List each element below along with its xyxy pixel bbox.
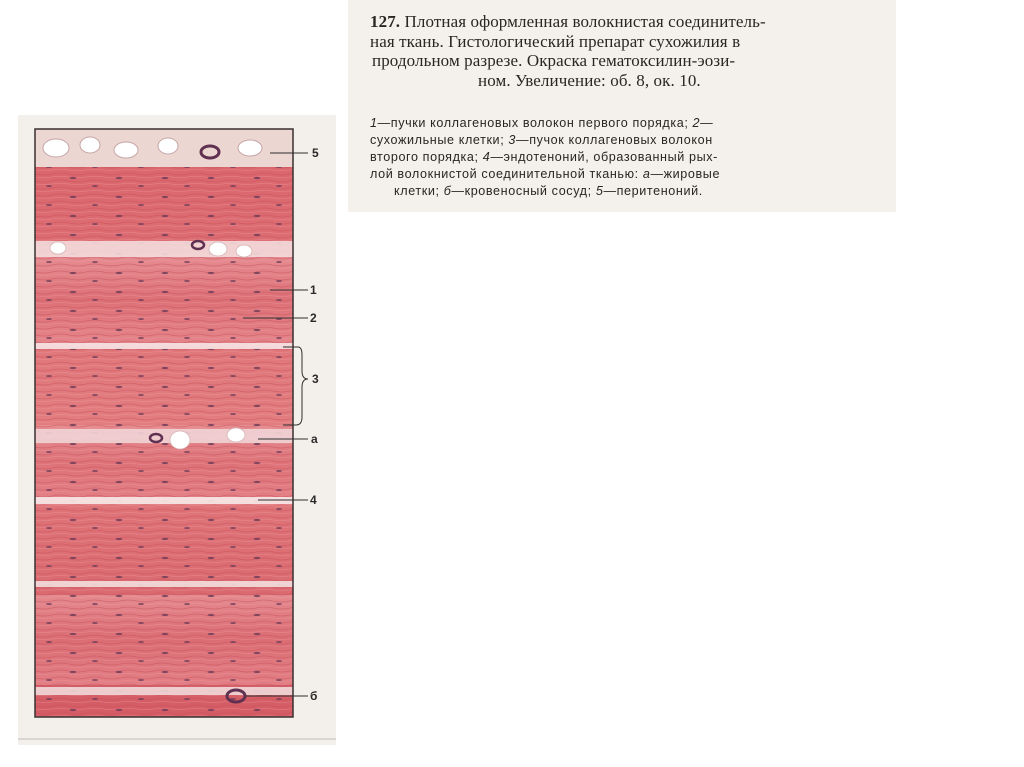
label-a: а (311, 432, 318, 446)
figure-number: 127. (370, 12, 401, 31)
tendon-section-image (18, 115, 336, 745)
label-5: 5 (312, 146, 319, 160)
caption-title-line-3: продольном разрезе. Окраска гематоксилин-эози- (372, 51, 736, 70)
label-2: 2 (310, 311, 317, 325)
caption-title-line-4: ном. Увеличение: об. 8, ок. 10. (478, 70, 701, 90)
label-3: 3 (312, 372, 319, 386)
histology-figure (18, 115, 336, 745)
caption-legend (370, 115, 882, 200)
label-b: б (310, 689, 318, 703)
legend-line-2: сухожильные клетки; 3—пучок коллагеновых волокон (370, 133, 713, 147)
caption-title-line-1: 127. Плотная оформленная волокнистая соединитель- (370, 12, 766, 31)
figure-caption (348, 0, 896, 212)
legend-line-1: 1—пучки коллагеновых волокон первого порядка; 2— (370, 116, 714, 130)
caption-title-line-2: ная ткань. Гистологический препарат сухожилия в (370, 31, 741, 51)
label-4: 4 (310, 493, 317, 507)
legend-line-5: клетки; б—кровеносный сосуд; 5—перитеноний. (394, 184, 703, 198)
legend-line-4: лой волокнистой соединительной тканью: а—жировые (370, 167, 721, 181)
legend-line-3: второго порядка; 4—эндотеноний, образованный рых- (370, 150, 718, 164)
label-1: 1 (310, 283, 317, 297)
caption-title (370, 12, 880, 90)
